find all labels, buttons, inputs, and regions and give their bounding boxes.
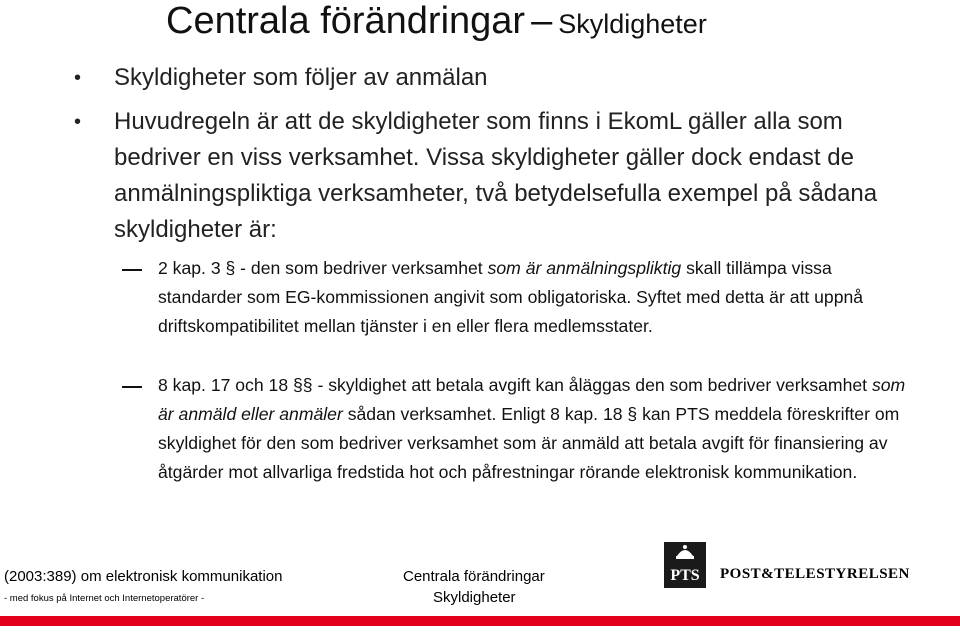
sub-bullet-1-text-b: skall tillämpa vissa standarder som EG-kommissionen angivit som obligatoriska. Syftet med detta är att uppnå driftskompatibilitet mellan tjänster i en eller flera medlemsstater. <box>158 258 864 336</box>
bullet-1: • Skyldigheter som följer av anmälan <box>114 60 904 96</box>
title-dash: – <box>531 0 553 42</box>
pts-wordmark: POST&TELESTYRELSEN <box>720 566 910 582</box>
footer-law-title: (2003:389) om elektronisk kommunikation <box>4 568 283 585</box>
footer-law-subtitle: - med fokus på Internet och Internetoperatörer - <box>4 593 205 604</box>
bottom-accent-bar <box>0 616 960 626</box>
title-subtitle: Skyldigheter <box>558 9 707 39</box>
sub-bullet-1 <box>158 254 918 341</box>
footer-mid <box>403 566 545 608</box>
bullet-2: • Huvudregeln är att de skyldigheter som finns i EkomL gäller alla som bedriver en viss verksamhet. Vissa skyldigheter gäller dock endast de anmälningspliktiga verksamheter, två betydelsefulla exempel på sådana skyldigheter är: <box>114 104 904 248</box>
pts-logo-icon <box>664 542 706 588</box>
footer-left <box>4 566 282 606</box>
slide-title <box>166 0 707 45</box>
sub-bullet-2-text-a: 8 kap. 17 och 18 §§ - skyldighet att betala avgift kan åläggas den som bedriver verksamhet <box>158 375 872 395</box>
sub-bullet-2-text-b: sådan verksamhet. Enligt 8 kap. 18 § kan PTS meddela föreskrifter om skyldighet för den som bedriver verksamhet som är anmäld att betala avgift för finansiering av åtgärder mot allvarliga fredstida hot och påfrestningar rörande elektronisk kommunikation. <box>158 404 900 482</box>
title-main: Centrala förändringar <box>166 0 526 42</box>
sub-bullet-1-text-a: 2 kap. 3 § - den som bedriver verksamhet <box>158 258 488 278</box>
footer-section-subtitle: Skyldigheter <box>433 589 516 606</box>
sub-bullet-2-emphasis: som är anmäld eller anmäler <box>158 375 906 424</box>
sub-bullet-1-emphasis: som är anmälningspliktig <box>487 258 682 278</box>
footer-section-title: Centrala förändringar <box>403 568 545 585</box>
pts-logo-text: PTS <box>670 567 700 584</box>
sub-bullet-2 <box>158 371 918 487</box>
